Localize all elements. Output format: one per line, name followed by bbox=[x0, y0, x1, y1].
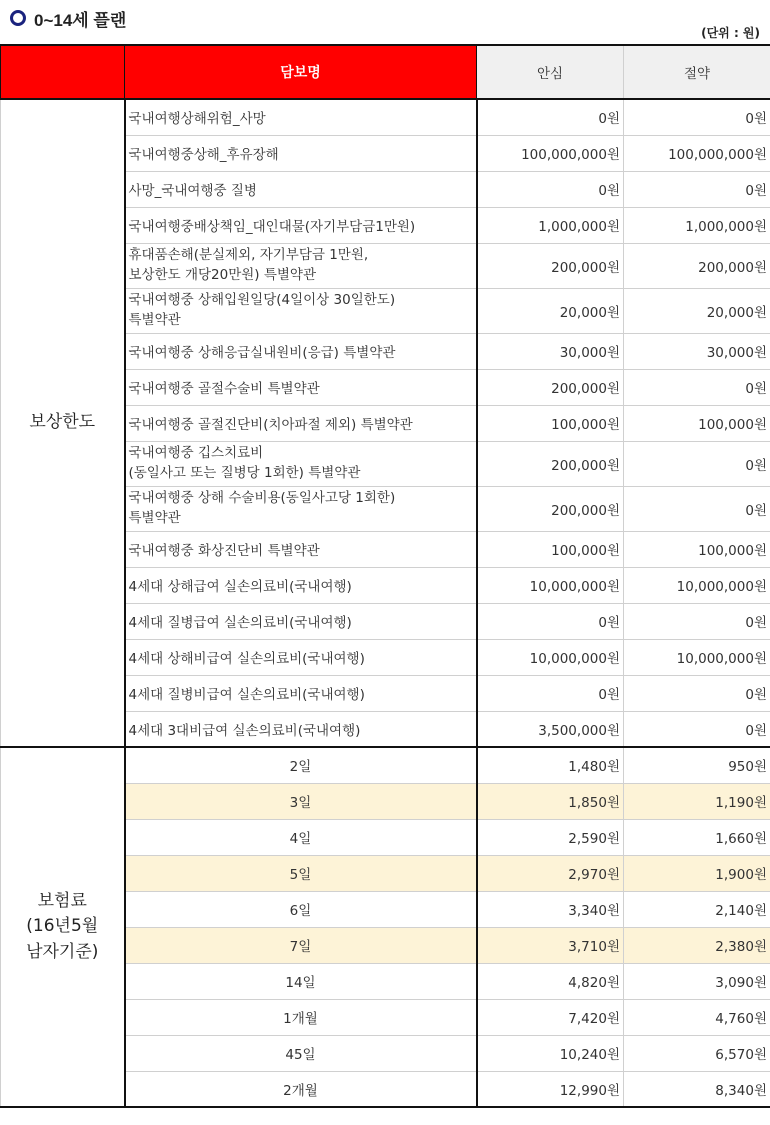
plan-a-premium: 1,480원 bbox=[477, 747, 624, 783]
plan-a-value: 200,000원 bbox=[477, 243, 624, 288]
period-cell: 3일 bbox=[125, 783, 477, 819]
plan-b-value: 0원 bbox=[624, 711, 770, 747]
coverage-section bbox=[1, 99, 770, 747]
plan-b-value: 10,000,000원 bbox=[624, 639, 770, 675]
plan-a-premium: 3,710원 bbox=[477, 927, 624, 963]
plan-a-value: 30,000원 bbox=[477, 333, 624, 369]
plan-table bbox=[0, 44, 770, 1108]
coverage-name: 국내여행중상해_후유장해 bbox=[125, 135, 477, 171]
coverage-name: 4세대 상해비급여 실손의료비(국내여행) bbox=[125, 639, 477, 675]
coverage-name: 4세대 질병급여 실손의료비(국내여행) bbox=[125, 603, 477, 639]
plan-a-value: 1,000,000원 bbox=[477, 207, 624, 243]
header-plan-a: 안심 bbox=[477, 45, 624, 99]
header-blank-cell bbox=[1, 45, 125, 99]
premium-section bbox=[1, 747, 770, 1107]
plan-a-premium: 4,820원 bbox=[477, 963, 624, 999]
plan-a-value: 200,000원 bbox=[477, 369, 624, 405]
plan-a-value: 0원 bbox=[477, 171, 624, 207]
plan-a-value: 100,000원 bbox=[477, 405, 624, 441]
period-cell: 4일 bbox=[125, 819, 477, 855]
plan-a-value: 3,500,000원 bbox=[477, 711, 624, 747]
coverage-name: 국내여행중 골절진단비(치아파절 제외) 특별약관 bbox=[125, 405, 477, 441]
coverage-name: 국내여행중 상해 수술비용(동일사고당 1회한) 특별약관 bbox=[125, 486, 477, 531]
plan-b-value: 0원 bbox=[624, 675, 770, 711]
period-cell: 2일 bbox=[125, 747, 477, 783]
period-cell: 1개월 bbox=[125, 999, 477, 1035]
plan-b-premium: 1,660원 bbox=[624, 819, 770, 855]
period-cell: 14일 bbox=[125, 963, 477, 999]
coverage-name: 국내여행중 골절수술비 특별약관 bbox=[125, 369, 477, 405]
unit-note: (단위 : 원) bbox=[701, 26, 760, 40]
plan-a-value: 0원 bbox=[477, 675, 624, 711]
plan-b-value: 100,000원 bbox=[624, 405, 770, 441]
header-plan-b: 절약 bbox=[624, 45, 770, 99]
plan-b-premium: 1,900원 bbox=[624, 855, 770, 891]
coverage-name: 국내여행중 깁스치료비 (동일사고 또는 질병당 1회한) 특별약관 bbox=[125, 441, 477, 486]
plan-a-value: 100,000원 bbox=[477, 531, 624, 567]
coverage-name: 4세대 상해급여 실손의료비(국내여행) bbox=[125, 567, 477, 603]
coverage-name: 휴대품손해(분실제외, 자기부담금 1만원, 보상한도 개당20만원) 특별약관 bbox=[125, 243, 477, 288]
plan-a-premium: 2,590원 bbox=[477, 819, 624, 855]
plan-a-premium: 12,990원 bbox=[477, 1071, 624, 1107]
plan-title-text: 0~14세 플랜 bbox=[34, 10, 127, 30]
plan-b-value: 200,000원 bbox=[624, 243, 770, 288]
plan-b-premium: 2,380원 bbox=[624, 927, 770, 963]
plan-b-premium: 6,570원 bbox=[624, 1035, 770, 1071]
coverage-name: 국내여행중 상해응급실내원비(응급) 특별약관 bbox=[125, 333, 477, 369]
plan-a-premium: 1,850원 bbox=[477, 783, 624, 819]
plan-a-value: 10,000,000원 bbox=[477, 567, 624, 603]
coverage-section-label: 보상한도 bbox=[1, 99, 125, 747]
plan-a-premium: 3,340원 bbox=[477, 891, 624, 927]
circle-ring-icon bbox=[10, 10, 26, 26]
plan-b-value: 0원 bbox=[624, 171, 770, 207]
plan-b-premium: 950원 bbox=[624, 747, 770, 783]
premium-section-label: 보험료 (16년5월 남자기준) bbox=[1, 747, 125, 1107]
period-cell: 6일 bbox=[125, 891, 477, 927]
plan-a-value: 200,000원 bbox=[477, 486, 624, 531]
plan-title bbox=[6, 6, 126, 30]
coverage-name: 국내여행중 상해입원일당(4일이상 30일한도) 특별약관 bbox=[125, 288, 477, 333]
plan-b-value: 10,000,000원 bbox=[624, 567, 770, 603]
plan-b-value: 0원 bbox=[624, 441, 770, 486]
plan-a-value: 100,000,000원 bbox=[477, 135, 624, 171]
plan-a-value: 20,000원 bbox=[477, 288, 624, 333]
period-cell: 5일 bbox=[125, 855, 477, 891]
coverage-name: 4세대 3대비급여 실손의료비(국내여행) bbox=[125, 711, 477, 747]
coverage-name: 국내여행중 화상진단비 특별약관 bbox=[125, 531, 477, 567]
header-coverage-name: 담보명 bbox=[125, 45, 477, 99]
plan-b-premium: 2,140원 bbox=[624, 891, 770, 927]
plan-b-value: 100,000원 bbox=[624, 531, 770, 567]
period-cell: 7일 bbox=[125, 927, 477, 963]
table-header-row bbox=[1, 45, 770, 99]
plan-b-value: 100,000,000원 bbox=[624, 135, 770, 171]
plan-b-premium: 8,340원 bbox=[624, 1071, 770, 1107]
plan-b-value: 0원 bbox=[624, 603, 770, 639]
plan-b-value: 0원 bbox=[624, 486, 770, 531]
plan-a-value: 0원 bbox=[477, 99, 624, 135]
plan-b-value: 20,000원 bbox=[624, 288, 770, 333]
plan-a-premium: 7,420원 bbox=[477, 999, 624, 1035]
table-row bbox=[1, 99, 770, 135]
coverage-name: 사망_국내여행중 질병 bbox=[125, 171, 477, 207]
plan-b-value: 1,000,000원 bbox=[624, 207, 770, 243]
coverage-name: 국내여행상해위험_사망 bbox=[125, 99, 477, 135]
coverage-name: 4세대 질병비급여 실손의료비(국내여행) bbox=[125, 675, 477, 711]
coverage-name: 국내여행중배상책임_대인대물(자기부담금1만원) bbox=[125, 207, 477, 243]
plan-b-value: 0원 bbox=[624, 99, 770, 135]
plan-a-premium: 2,970원 bbox=[477, 855, 624, 891]
plan-a-value: 200,000원 bbox=[477, 441, 624, 486]
table-row bbox=[1, 747, 770, 783]
period-cell: 45일 bbox=[125, 1035, 477, 1071]
plan-a-premium: 10,240원 bbox=[477, 1035, 624, 1071]
period-cell: 2개월 bbox=[125, 1071, 477, 1107]
plan-b-premium: 4,760원 bbox=[624, 999, 770, 1035]
plan-b-value: 0원 bbox=[624, 369, 770, 405]
plan-b-premium: 3,090원 bbox=[624, 963, 770, 999]
plan-a-value: 10,000,000원 bbox=[477, 639, 624, 675]
plan-b-value: 30,000원 bbox=[624, 333, 770, 369]
plan-a-value: 0원 bbox=[477, 603, 624, 639]
plan-b-premium: 1,190원 bbox=[624, 783, 770, 819]
